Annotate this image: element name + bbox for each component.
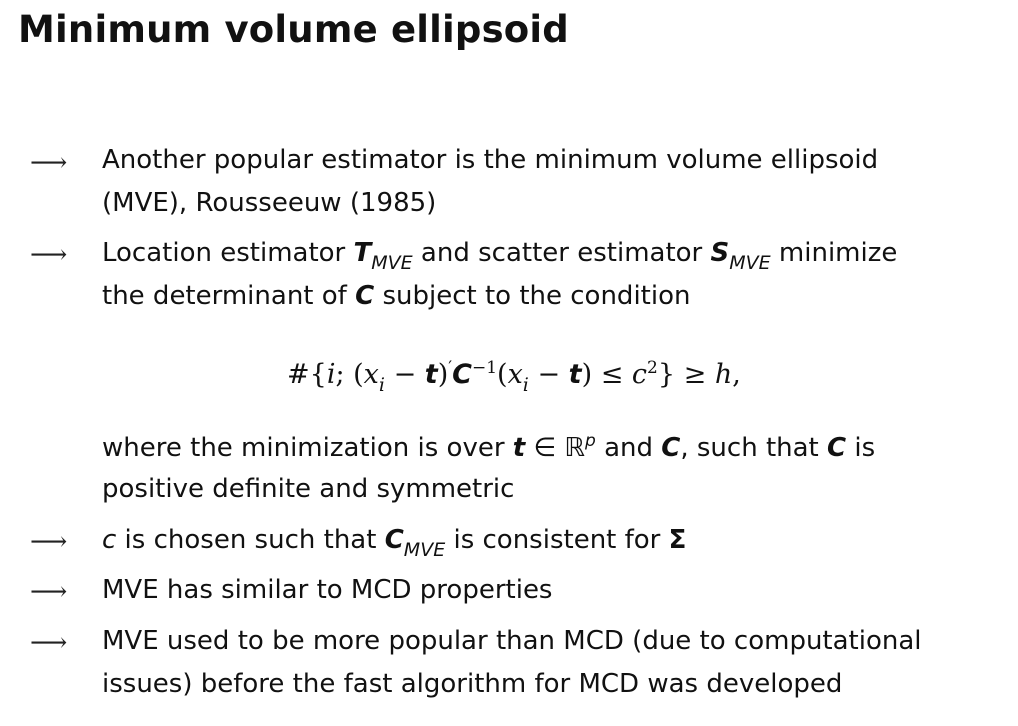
matrix-symbol: C bbox=[355, 281, 375, 311]
text-segment: ∈ bbox=[525, 433, 565, 463]
bullet-arrow-icon: ⟶ bbox=[30, 577, 67, 607]
bullet-5-line-2: issues) before the fast algorithm for MCD was developed bbox=[102, 669, 843, 699]
sigma-symbol: Σ bbox=[668, 525, 687, 555]
formula-part: t bbox=[424, 359, 438, 390]
location-estimator-symbol: T bbox=[353, 238, 372, 268]
scatter-estimator-symbol: S bbox=[710, 238, 730, 268]
formula-part: i bbox=[326, 359, 336, 390]
text-segment: the determinant of bbox=[102, 281, 356, 311]
condition-formula bbox=[287, 358, 741, 396]
formula-part: x bbox=[363, 359, 379, 390]
bullet-arrow-icon: ⟶ bbox=[30, 240, 67, 270]
bullet-1-line-1: Another popular estimator is the minimum volume ellipsoid bbox=[102, 145, 879, 175]
formula-part: C bbox=[452, 359, 472, 390]
formula-superscript: ′ bbox=[448, 358, 453, 378]
bullet-2-line-1 bbox=[102, 240, 897, 273]
formula-part: #{ bbox=[287, 359, 327, 390]
formula-part: } ≥ bbox=[657, 359, 715, 390]
text-segment: and scatter estimator bbox=[412, 238, 711, 268]
bullet-5-line-1: MVE used to be more popular than MCD (due to computational bbox=[102, 626, 922, 656]
formula-part: c bbox=[631, 359, 648, 390]
text-segment: is consistent for bbox=[445, 525, 669, 555]
text-segment: , such that bbox=[680, 433, 828, 463]
superscript: p bbox=[585, 431, 596, 451]
formula-superscript: 2 bbox=[647, 358, 658, 378]
formula-subscript: i bbox=[378, 374, 385, 396]
formula-part: ) bbox=[437, 359, 449, 390]
subscript: MVE bbox=[729, 252, 771, 274]
formula-part: h bbox=[714, 359, 733, 390]
slide-title: Minimum volume ellipsoid bbox=[18, 8, 569, 51]
bullet-4-line-1: MVE has similar to MCD properties bbox=[102, 575, 553, 605]
subscript: MVE bbox=[403, 539, 446, 561]
subscript: MVE bbox=[371, 252, 413, 274]
formula-part: , bbox=[732, 359, 741, 390]
text-segment: subject to the condition bbox=[374, 281, 691, 311]
bullet-2-line-2 bbox=[102, 283, 690, 309]
vector-symbol: t bbox=[512, 433, 526, 463]
bullet-arrow-icon: ⟶ bbox=[30, 527, 67, 557]
formula-part: ; ( bbox=[335, 359, 364, 390]
bullet-3-line-1 bbox=[102, 527, 686, 560]
matrix-symbol: C bbox=[661, 433, 681, 463]
matrix-symbol: C bbox=[384, 525, 404, 555]
formula-part: x bbox=[507, 359, 523, 390]
bullet-2-line-3 bbox=[102, 433, 875, 461]
formula-superscript: −1 bbox=[471, 358, 498, 378]
text-segment: Location estimator bbox=[102, 238, 354, 268]
formula-part: − bbox=[384, 359, 425, 390]
bullet-1-line-2: (MVE), Rousseeuw (1985) bbox=[102, 188, 437, 218]
bullet-2-line-4: positive definite and symmetric bbox=[102, 474, 515, 504]
formula-subscript: i bbox=[522, 374, 529, 396]
bullet-arrow-icon: ⟶ bbox=[30, 628, 67, 658]
text-segment: and bbox=[595, 433, 662, 463]
reals-symbol: ℝ bbox=[564, 433, 586, 463]
text-segment: minimize bbox=[770, 238, 898, 268]
matrix-symbol: C bbox=[827, 433, 847, 463]
text-segment: where the minimization is over bbox=[102, 433, 513, 463]
formula-part: ) ≤ bbox=[581, 359, 632, 390]
bullet-arrow-icon: ⟶ bbox=[30, 148, 67, 178]
formula-part: t bbox=[568, 359, 582, 390]
text-segment: is bbox=[846, 433, 876, 463]
text-segment: is chosen such that bbox=[116, 525, 385, 555]
constant-symbol: c bbox=[102, 525, 117, 555]
formula-part: ( bbox=[497, 359, 508, 390]
formula-part: − bbox=[528, 359, 569, 390]
